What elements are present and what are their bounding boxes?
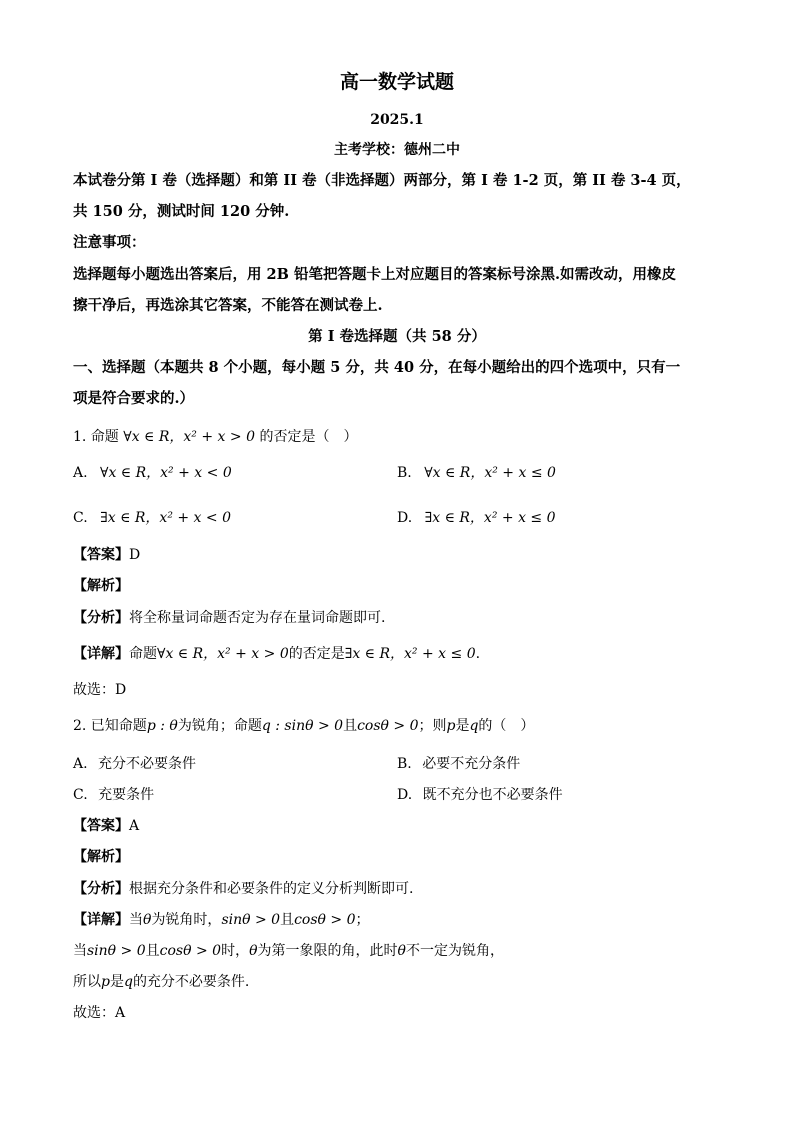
- question-1-option-a: [73, 466, 232, 480]
- xiangjie-math: θ: [143, 912, 152, 928]
- stem-text: 是: [455, 718, 470, 734]
- option-text: 必要不充分条件: [422, 756, 521, 772]
- xiangjie-math: sinθ > 0: [221, 912, 281, 928]
- question-2-stem: [73, 719, 534, 733]
- option-label: C.: [73, 510, 88, 526]
- xiangjie-math: cosθ > 0: [294, 912, 356, 928]
- question-1-prefix: 1. 命题: [73, 429, 119, 445]
- xiangjie-text: ；: [355, 912, 370, 928]
- notice-line-1: 选择题每小题选出答案后，用 2B 铅笔把答题卡上对应题目的答案标号涂黑.如需改动，用橡皮: [73, 266, 676, 283]
- question-2-xiangjie-line-1: [73, 913, 370, 927]
- question-1-xiangjie: [73, 647, 480, 661]
- option-label: D.: [397, 510, 413, 526]
- option-math: ∀x ∈ R，x² + x ≤ 0: [424, 465, 556, 481]
- xiangjie-math: p: [101, 974, 110, 990]
- question-1-analysis-tag: 【解析】: [73, 578, 129, 594]
- stem-text: 的（ ）: [478, 718, 535, 734]
- fenxi-text: 根据充分条件和必要条件的定义分析判断即可.: [129, 881, 414, 897]
- question-2-xiangjie-line-2: [73, 944, 504, 958]
- xiangjie-math: θ: [249, 943, 258, 959]
- question-1-fenxi: [73, 611, 385, 625]
- option-math: ∃x ∈ R，x² + x < 0: [100, 510, 231, 526]
- xiangjie-text: 时，: [221, 943, 250, 959]
- xiangjie-text: 当: [129, 912, 143, 928]
- xiangjie-tag: 【详解】: [73, 646, 129, 662]
- xiangjie-tag: 【详解】: [73, 912, 129, 928]
- question-2-option-c: [73, 788, 154, 802]
- fenxi-tag: 【分析】: [73, 881, 129, 897]
- question-1-option-c: [73, 511, 231, 525]
- fenxi-text: 将全称量词命题否定为存在量词命题即可.: [129, 610, 386, 626]
- stem-math: p : θ: [146, 718, 178, 734]
- xiangjie-end: .: [475, 646, 481, 662]
- stem-text: ；则: [418, 718, 447, 734]
- question-2-answer: [73, 819, 139, 833]
- question-1-choice: 故选：D: [73, 682, 127, 698]
- option-text: 充分不必要条件: [98, 756, 197, 772]
- xiangjie-text: 当: [73, 943, 87, 959]
- xiangjie-text: 所以: [73, 974, 101, 990]
- xiangjie-text: 是: [109, 974, 124, 990]
- xiangjie-text: 且: [280, 912, 295, 928]
- intro-line-1: 本试卷分第 I 卷（选择题）和第 II 卷（非选择题）两部分，第 I 卷 1-2 页，第 II 卷 3-4 页，: [73, 172, 691, 189]
- option-text: 既不充分也不必要条件: [422, 787, 563, 803]
- xiangjie-math: q: [123, 974, 133, 990]
- stem-math: cosθ > 0: [357, 718, 419, 734]
- intro-line-2: 共 150 分，测试时间 120 分钟.: [73, 203, 290, 220]
- xiangjie-text: 的充分不必要条件.: [132, 974, 250, 990]
- answer-tag: 【答案】: [73, 818, 129, 834]
- section-instruction-line-1: 一、选择题（本题共 8 个小题，每小题 5 分，共 40 分，在每小题给出的四个选项中，只有一: [73, 359, 681, 376]
- question-2-option-a: [73, 757, 196, 771]
- option-label: C.: [73, 787, 88, 803]
- question-2-choice: 故选：A: [73, 1005, 126, 1021]
- option-text: 充要条件: [98, 787, 155, 803]
- xiangjie-math: sinθ > 0: [87, 943, 146, 959]
- question-1-answer: [73, 548, 140, 562]
- option-label: D.: [397, 787, 413, 803]
- section-heading: 第 I 卷选择题（共 58 分）: [308, 328, 486, 345]
- notice-line-2: 擦干净后，再选涂其它答案，不能答在测试卷上.: [73, 297, 383, 314]
- stem-text: 为锐角；命题: [177, 718, 262, 734]
- question-2-analysis-tag: 【解析】: [73, 849, 129, 865]
- option-math: ∃x ∈ R，x² + x ≤ 0: [424, 510, 556, 526]
- answer-value: A: [129, 818, 140, 834]
- xiangjie-text: 命题: [129, 646, 157, 662]
- question-2-fenxi: [73, 882, 413, 896]
- fenxi-tag: 【分析】: [73, 610, 129, 626]
- xiangjie-text: 的否定是: [288, 646, 345, 662]
- question-1-stem: [73, 430, 357, 444]
- xiangjie-math: θ: [397, 943, 406, 959]
- xiangjie-math-2: ∃x ∈ R，x² + x ≤ 0: [344, 646, 476, 662]
- stem-math: q : sinθ > 0: [261, 718, 344, 734]
- host-school: 主考学校：德州二中: [334, 142, 460, 158]
- answer-value: D: [129, 547, 141, 563]
- stem-math: p: [446, 718, 456, 734]
- option-label: B.: [397, 465, 412, 481]
- xiangjie-text: 为锐角时，: [151, 912, 222, 928]
- xiangjie-math-1: ∀x ∈ R，x² + x > 0: [157, 646, 289, 662]
- notice-title: 注意事项：: [73, 234, 146, 251]
- question-2-option-b: [397, 757, 520, 771]
- question-2-xiangjie-line-3: [73, 975, 249, 989]
- xiangjie-text: 且: [145, 943, 160, 959]
- xiangjie-text: 为第一象限的角，此时: [257, 943, 398, 959]
- option-label: A.: [73, 756, 88, 772]
- option-math: ∀x ∈ R，x² + x < 0: [100, 465, 232, 481]
- question-1-option-d: [397, 511, 556, 525]
- option-label: B.: [397, 756, 412, 772]
- exam-date: 2025.1: [370, 112, 424, 128]
- stem-text: 且: [343, 718, 358, 734]
- question-1-suffix: 的否定是（ ）: [259, 429, 358, 445]
- question-1-stem-math: ∀x ∈ R，x² + x > 0: [123, 429, 255, 445]
- xiangjie-math: cosθ > 0: [159, 943, 222, 959]
- section-instruction-line-2: 项是符合要求的.）: [73, 390, 195, 407]
- xiangjie-text: 不一定为锐角，: [405, 943, 504, 959]
- answer-tag: 【答案】: [73, 547, 129, 563]
- question-2-option-d: [397, 788, 563, 802]
- option-label: A.: [73, 465, 88, 481]
- stem-math: q: [469, 718, 479, 734]
- page-title: 高一数学试题: [339, 71, 454, 93]
- stem-text: 2. 已知命题: [73, 718, 147, 734]
- question-1-option-b: [397, 466, 556, 480]
